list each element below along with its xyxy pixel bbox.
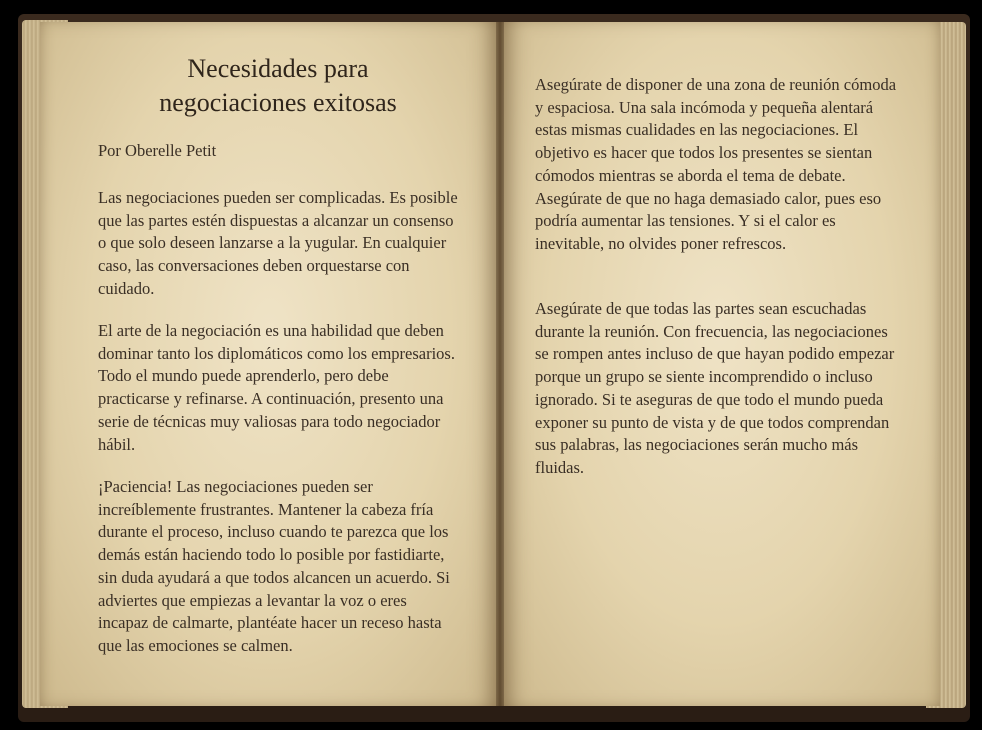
book-gutter: [496, 22, 504, 706]
right-paragraph-2: Asegúrate de que todas las partes sean escuchadas durante la reunión. Con frecuencia, las negociaciones se rompen antes incluso de que hayan podido empezar porque un grupo se siente incomprendido o incluso ignorado. Si te aseguras de que todo el mundo pueda exponer su punto de vista y de que todos comprendan sus palabras, las negociaciones serán mucho más fluidas.: [535, 299, 895, 477]
left-paragraph-2: El arte de la negociación es una habilidad que deben dominar tanto los diplomáticos como los empresarios. Todo el mundo puede aprenderlo, pero debe practicarse y refinarse. A continuación, presento una serie de técnicas muy valiosas para todo negociador hábil.: [98, 321, 455, 454]
book-title: [78, 52, 478, 120]
left-paragraph-3: ¡Paciencia! Las negociaciones pueden ser increíblemente frustrantes. Mantener la cabeza fría durante el proceso, incluso cuando te parezca que los demás están haciendo todo lo posible por fastidiarte, sin duda ayudará a que todos alcancen un acuerdo. Si adviertes que empiezas a levantar la voz o eres incapaz de calmarte, plantéate hacer un receso hasta que las emociones se calmen.: [98, 477, 450, 655]
book-title-line-1: Necesidades para: [187, 54, 369, 83]
book-title-line-2: negociaciones exitosas: [159, 88, 397, 117]
left-paragraph-1: Las negociaciones pueden ser complicadas. Es posible que las partes estén dispuestas a alcanzar un consenso o que solo deseen lanzarse a la yugular. En cualquier caso, las conversaciones deben orquestarse con cuidado.: [98, 188, 458, 298]
right-paragraph-1: Asegúrate de disponer de una zona de reunión cómoda y espaciosa. Una sala incómoda y pequeña alentará estas mismas cualidades en las negociaciones. El objetivo es hacer que todos los presentes se sientan cómodos mientras se aborda el tema de debate. Asegúrate de que no haga demasiado calor, pues eso podría aumentar las tensiones. Y si el calor es inevitable, no olvides poner refrescos.: [535, 75, 897, 253]
book-author: Por Oberelle Petit: [98, 141, 217, 160]
